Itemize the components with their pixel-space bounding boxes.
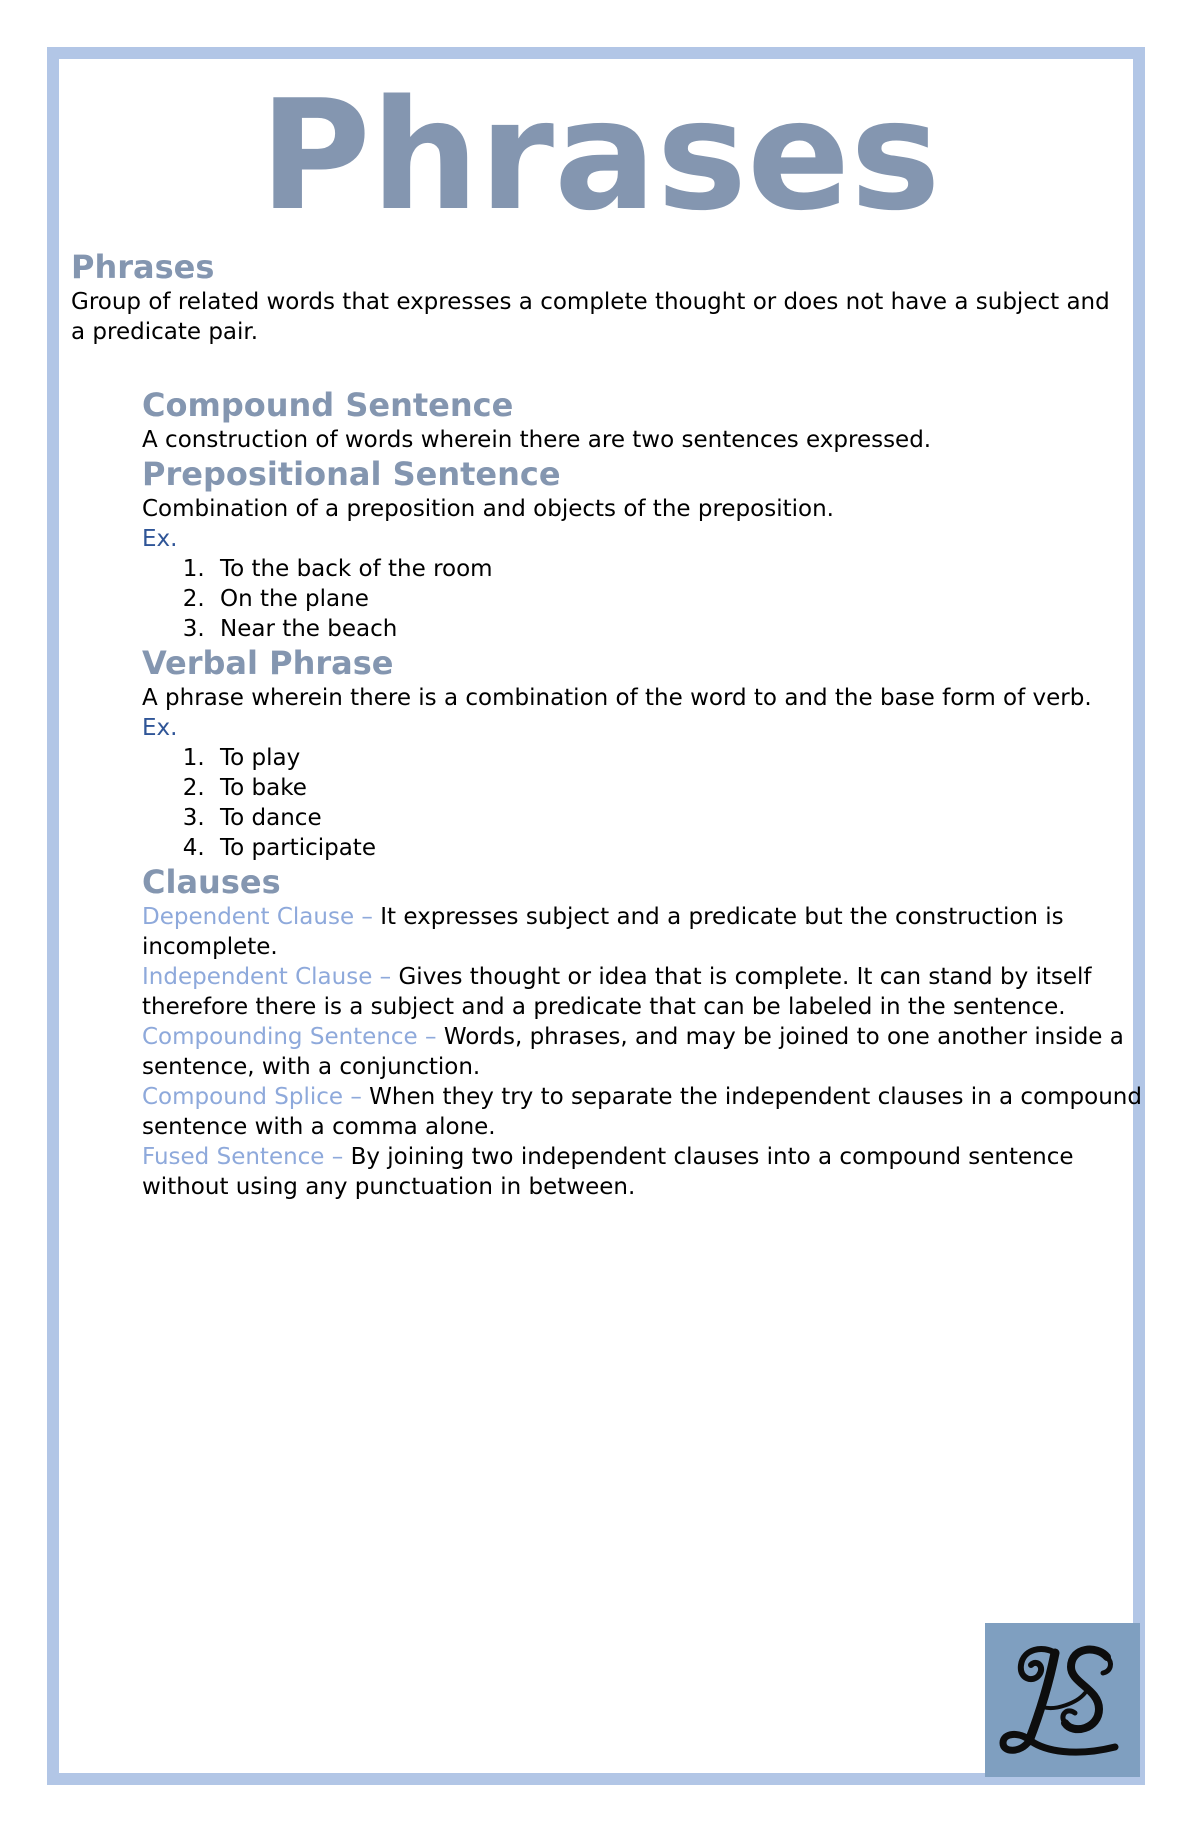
prepositional-heading: Prepositional Sentence	[142, 455, 561, 493]
verbal-text: A phrase wherein there is a combination of the word to and the base form of verb.	[142, 685, 1092, 711]
clause-definition: Gives thought or idea that is complete. It can stand by itself therefore there is a subject and a predicate that can be labeled in the sentence.	[142, 964, 1092, 1020]
intro-text: Group of related words that expresses a complete thought or does not have a subject and a predicate pair.	[71, 289, 1110, 345]
clause-term: Dependent Clause –	[142, 904, 381, 930]
clause-item	[142, 1142, 1142, 1202]
list-item: 1. To the back of the room	[212, 554, 1142, 584]
clause-item	[142, 902, 1142, 962]
clause-definition: It expresses subject and a predicate but the construction is incomplete.	[142, 904, 1064, 960]
content-section	[142, 386, 1142, 1202]
page-title: Phrases	[259, 67, 941, 244]
list-item: 2. To bake	[212, 773, 1142, 803]
verbal-examples	[142, 743, 1142, 863]
clause-definition: Words, phrases, and may be joined to one another inside a sentence, with a conjunction.	[142, 1024, 1124, 1080]
monogram-logo	[985, 1623, 1140, 1777]
list-item: 3. To dance	[212, 803, 1142, 833]
monogram-icon	[985, 1623, 1140, 1777]
clause-term: Independent Clause –	[142, 964, 399, 990]
intro-section	[71, 248, 1131, 347]
clause-item	[142, 1022, 1142, 1082]
compound-heading: Compound Sentence	[142, 386, 514, 424]
intro-heading: Phrases	[71, 248, 215, 286]
clause-definition: When they try to separate the independent clauses in a compound sentence with a comma alone.	[142, 1084, 1142, 1140]
clause-item	[142, 962, 1142, 1022]
list-item: 3. Near the beach	[212, 614, 1142, 644]
verbal-heading: Verbal Phrase	[142, 644, 394, 682]
compound-text: A construction of words wherein there are two sentences expressed.	[142, 427, 932, 453]
clause-term: Compounding Sentence –	[142, 1024, 444, 1050]
clauses-heading: Clauses	[142, 863, 281, 901]
list-item: 4. To participate	[212, 833, 1142, 863]
clause-term: Fused Sentence –	[142, 1144, 351, 1170]
list-item: 2. On the plane	[212, 584, 1142, 614]
clause-term: Compound Splice –	[142, 1084, 370, 1110]
list-item: 1. To play	[212, 743, 1142, 773]
verbal-ex-label: Ex.	[142, 715, 178, 741]
prepositional-examples	[142, 554, 1142, 644]
clause-definition: By joining two independent clauses into a compound sentence without using any punctuation in between.	[142, 1144, 1074, 1200]
clause-item	[142, 1082, 1142, 1142]
prepositional-text: Combination of a preposition and objects of the preposition.	[142, 496, 834, 522]
prepositional-ex-label: Ex.	[142, 526, 178, 552]
